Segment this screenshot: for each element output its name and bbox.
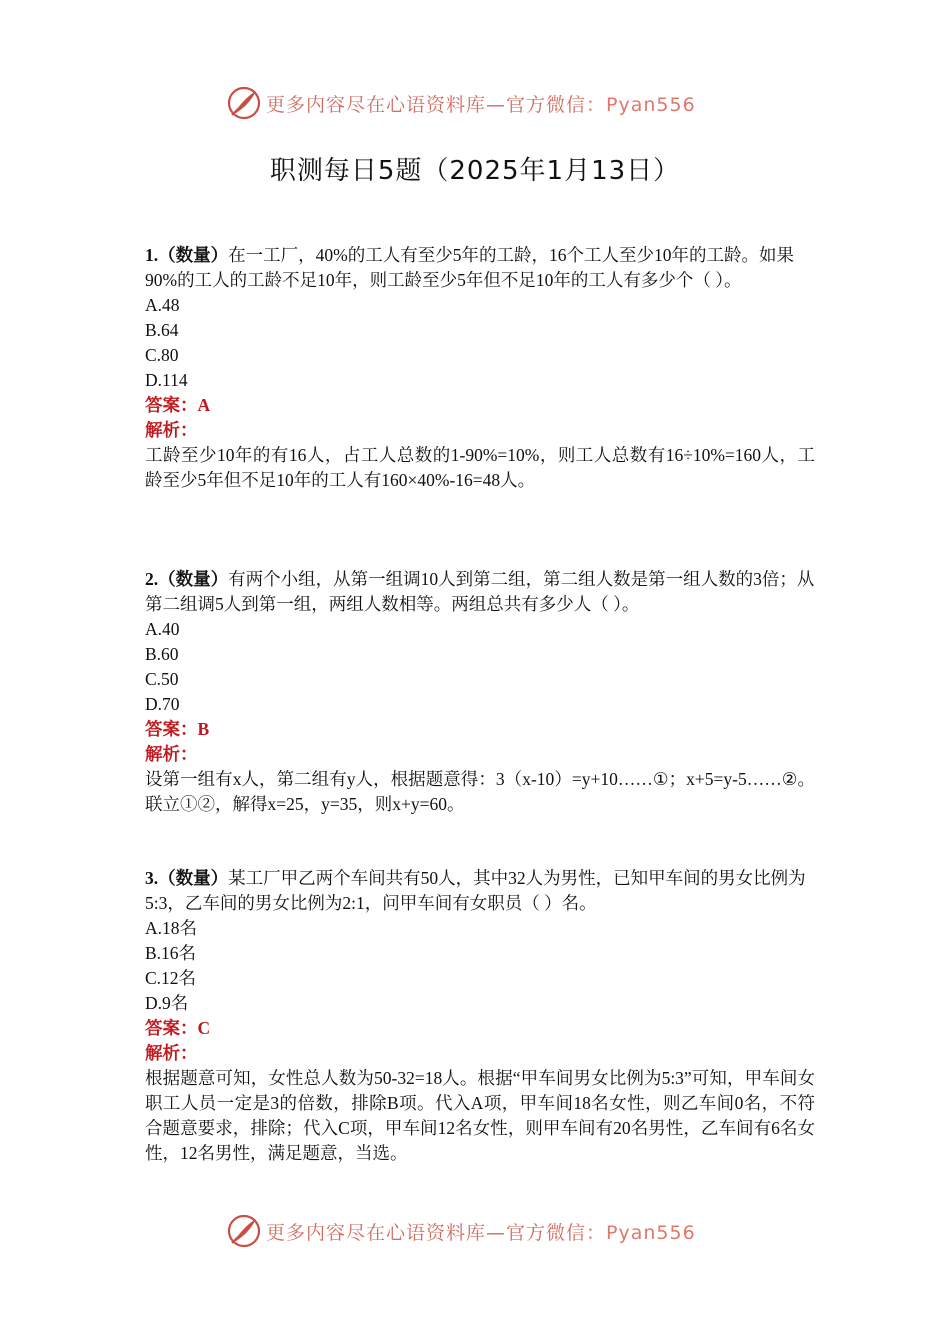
quill-logo-icon	[226, 1213, 262, 1249]
wechat-id: Pyan556	[606, 93, 696, 116]
question-stem: 3.（数量）某工厂甲乙两个车间共有50人，其中32人为男性，已知甲车间的男女比例为5:3，乙车间的男女比例为2:1，问甲车间有女职员（ ）名。	[145, 868, 806, 913]
analysis-text: 设第一组有x人，第二组有y人，根据题意得：3（x-10）=y+10……①；x+5=y-5……②。联立①②，解得x=25，y=35，则x+y=60。	[145, 769, 815, 814]
question-1	[145, 243, 815, 493]
option-a: A.48	[145, 295, 180, 315]
banner-text: 更多内容尽在心语资料库—官方微信：Pyan556	[266, 93, 696, 116]
option-b: B.16名	[145, 943, 197, 963]
analysis-label: 解析：	[145, 420, 198, 440]
option-c: C.80	[145, 345, 179, 365]
option-d: D.70	[145, 694, 180, 714]
option-a: A.18名	[145, 918, 198, 938]
answer: 答案：B	[145, 719, 210, 739]
option-d: D.114	[145, 370, 188, 390]
quill-logo-icon	[226, 85, 262, 121]
option-c: C.12名	[145, 968, 197, 988]
option-a: A.40	[145, 619, 180, 639]
question-stem: 1.（数量）在一工厂，40%的工人有至少5年的工龄，16个工人至少10年的工龄。如果90%的工人的工龄不足10年，则工龄至少5年但不足10年的工人有多少个（ ）。	[145, 245, 794, 290]
option-c: C.50	[145, 669, 179, 689]
wechat-id: Pyan556	[606, 1221, 696, 1244]
question-2	[145, 567, 815, 817]
answer: 答案：A	[145, 395, 211, 415]
footer-banner	[226, 1211, 726, 1251]
question-3	[145, 866, 815, 1166]
option-b: B.60	[145, 644, 179, 664]
analysis-label: 解析：	[145, 1043, 198, 1063]
banner-text: 更多内容尽在心语资料库—官方微信：Pyan556	[266, 1221, 696, 1244]
analysis-text: 工龄至少10年的有16人，占工人总数的1-90%=10%，则工人总数有16÷10%=160人，工龄至少5年但不足10年的工人有160×40%-16=48人。	[145, 445, 815, 490]
analysis-text: 根据题意可知，女性总人数为50-32=18人。根据“甲车间男女比例为5:3”可知，甲车间女职工人员一定是3的倍数，排除B项。代入A项，甲车间18名女性，则乙车间0名，不符合题意要求，排除；代入C项，甲车间12名女性，则甲车间有20名男性，乙车间有6名女性，12名男性，满足题意，当选。	[145, 1068, 815, 1163]
header-banner	[226, 83, 726, 123]
option-d: D.9名	[145, 993, 189, 1013]
question-stem: 2.（数量）有两个小组，从第一组调10人到第二组，第二组人数是第一组人数的3倍；从第二组调5人到第一组，两组人数相等。两组总共有多少人（ ）。	[145, 569, 815, 614]
option-b: B.64	[145, 320, 179, 340]
answer: 答案：C	[145, 1018, 211, 1038]
analysis-label: 解析：	[145, 744, 198, 764]
page-title: 职测每日5题（2025年1月13日）	[269, 156, 681, 186]
